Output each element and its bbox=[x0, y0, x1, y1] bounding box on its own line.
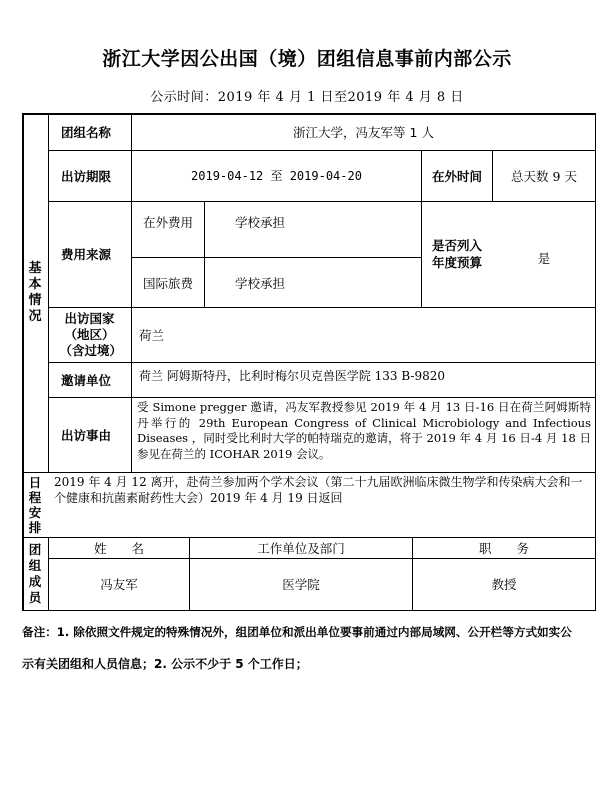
group-name-label: 团组名称 bbox=[61, 124, 112, 140]
country-label: 出访国家（地区）（含过境） bbox=[59, 310, 123, 358]
publicity-period: 公示时间：2019 年 4 月 1 日至2019 年 4 月 8 日 bbox=[150, 90, 464, 105]
info-table bbox=[22, 113, 596, 611]
budget-label: 是否列入年度预算 bbox=[431, 238, 482, 270]
budget-value: 是 bbox=[537, 251, 551, 266]
member-header-name: 姓 名 bbox=[93, 541, 144, 556]
inviter-label: 邀请单位 bbox=[61, 372, 112, 388]
member-name: 冯友军 bbox=[100, 577, 138, 592]
country-value: 荷兰 bbox=[139, 327, 165, 343]
section-label-schedule: 日程安排 bbox=[28, 474, 42, 535]
section-label-members: 团组成员 bbox=[28, 542, 42, 605]
notes-line-1: 备注：1. 除依照文件规定的特殊情况外，组团单位和派出单位要事前通过内部局域网、公开栏等方式如实公 bbox=[22, 625, 572, 639]
member-header-title: 职 务 bbox=[478, 541, 529, 556]
travel-cost-value: 学校承担 bbox=[235, 275, 286, 291]
days-abroad-label: 在外时间 bbox=[431, 168, 482, 184]
days-abroad-value: 总天数 9 天 bbox=[511, 168, 577, 184]
purpose-value: 受 Simone pregger 邀请，冯友军教授参见 2019 年 4 月 13 日-16 日在荷兰阿姆斯特丹举行的 29th European Congress of Clinical Microbiology and Infectious Diseases ，同时受比利时大学的帕特瑞克的邀请，将于 2019 年 4 月 16 日-4 月 18 日参见在荷兰的 ICOHAR 2019 会议。 bbox=[137, 400, 591, 461]
notes-line-2: 示有关团组和人员信息；2. 公示不少于 5 个工作日； bbox=[22, 657, 308, 671]
visit-period-value: 2019-04-12 至 2019-04-20 bbox=[191, 169, 362, 183]
member-unit: 医学院 bbox=[282, 577, 320, 592]
group-name-value: 浙江大学，冯友军等 1 人 bbox=[293, 124, 434, 140]
section-label-basic-info: 基本情况 bbox=[28, 260, 42, 324]
page-title: 浙江大学因公出国（境）团组信息事前内部公示 bbox=[102, 48, 512, 70]
visit-period-label: 出访期限 bbox=[61, 168, 112, 184]
travel-cost-label: 国际旅费 bbox=[142, 275, 193, 291]
member-header-unit: 工作单位及部门 bbox=[257, 541, 345, 556]
member-title: 教授 bbox=[491, 577, 517, 592]
abroad-cost-value: 学校承担 bbox=[235, 215, 286, 230]
abroad-cost-label: 在外费用 bbox=[142, 215, 193, 230]
funding-source-label: 费用来源 bbox=[61, 247, 112, 262]
inviter-value: 荷兰 阿姆斯特丹，比利时梅尔贝克兽医学院 133 B-9820 bbox=[139, 369, 445, 383]
schedule-text: 2019 年 4 月 12 离开，赴荷兰参加两个学术会议（第二十九届欧洲临床微生物学和传染病大会和一个健康和抗菌素耐药性大会）2019 年 4 月 19 日返回 bbox=[54, 475, 583, 505]
purpose-label: 出访事由 bbox=[61, 427, 112, 443]
